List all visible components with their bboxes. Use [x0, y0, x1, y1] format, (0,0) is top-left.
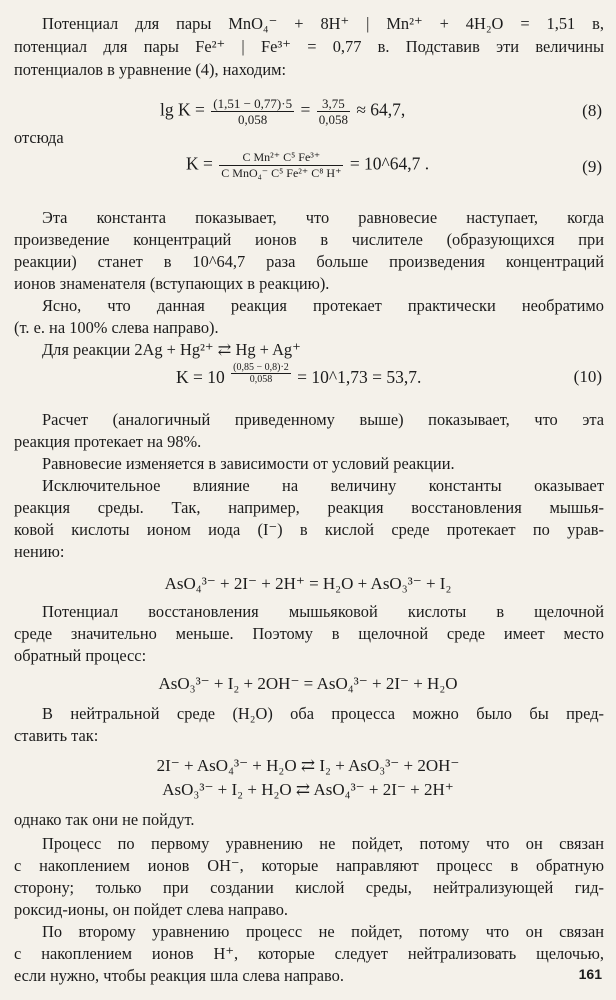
eq10-exponent-fraction: [231, 362, 291, 385]
equation-8-number: (8): [582, 101, 602, 120]
intro-line-1: Потенциал для пары MnO₄⁻ + 8H⁺ | Mn²⁺ + 4H₂O = 1,51 в,: [42, 14, 604, 33]
para6-line-1: Исключительное влияние на величину константы оказывает: [42, 476, 604, 495]
para11-line-2: с накоплением ионов H⁺, которые следует нейтрализовать щелочью,: [14, 944, 604, 963]
para7-line-2: среде значительно меньше. Поэтому в щелочной среде имеет место: [14, 624, 604, 643]
eq8-fraction-2: [317, 96, 350, 127]
para10-line-1: Процесс по первому уравнению не пойдет, потому что он связан: [42, 834, 604, 853]
para6-line-2: реакция среды. Так, например, реакция восстановления мышья-: [14, 498, 604, 517]
para6-line-4: нению:: [14, 542, 65, 561]
eq10-exponent-denominator: 0,058: [249, 374, 273, 385]
equation-10: [176, 362, 422, 388]
para8-line-1: В нейтральной среде (H₂O) оба процесса можно было бы пред-: [42, 704, 604, 723]
eq9-rhs: = 10^64,7 .: [349, 153, 430, 174]
para10-line-3: сторону; только при создании кислой среды, нейтрализующей гид-: [14, 878, 604, 897]
eq9-numerator: C Mn²⁺ C⁵ Fe³⁺: [219, 150, 343, 166]
eq10-exponent-numerator: (0,85 − 0,8)·2: [233, 362, 289, 373]
eq8-frac2-numerator: 3,75: [317, 96, 350, 112]
reaction-4: AsO₃³⁻ + I₂ + H₂O ⇄ AsO₄³⁻ + 2I⁻ + 2H⁺: [162, 780, 454, 799]
para10-line-4: роксид-ионы, он пойдет слева направо.: [14, 900, 289, 919]
equation-8: [160, 96, 405, 127]
reaction-3: 2I⁻ + AsO₄³⁻ + H₂O ⇄ I₂ + AsO₃³⁻ + 2OH⁻: [156, 756, 460, 775]
para5-line: Равновесие изменяется в зависимости от условий реакции.: [42, 454, 455, 473]
eq9-denominator: C MnO₄⁻ C⁵ Fe²⁺ C⁸ H⁺: [221, 166, 342, 180]
eq8-frac1-denominator: 0,058: [238, 112, 268, 127]
equation-9-number: (9): [582, 157, 602, 176]
page-number: 161: [578, 966, 602, 982]
eq8-equals: =: [300, 99, 311, 120]
eq8-frac2-denominator: 0,058: [318, 112, 348, 127]
otsyuda-text: отсюда: [14, 128, 64, 147]
eq8-lhs: lg K =: [160, 99, 205, 120]
reaction-1: AsO₄³⁻ + 2I⁻ + 2H⁺ = H₂O + AsO₃³⁻ + I₂: [164, 574, 452, 593]
para9-line: однако так они не пойдут.: [14, 810, 195, 829]
eq9-lhs: K =: [186, 153, 213, 174]
para2-line-1: Ясно, что данная реакция протекает практически необратимо: [42, 296, 604, 315]
para10-line-2: с накоплением ионов OH⁻, которые направляют процесс в обратную: [14, 856, 604, 875]
para6-line-3: ковой кислоты ионом иода (I⁻) в кислой среде протекает по урав-: [14, 520, 604, 539]
para3-line: Для реакции 2Ag + Hg²⁺ ⇄ Hg + Ag⁺: [42, 340, 301, 359]
para2-line-2: (т. е. на 100% слева направо).: [14, 318, 219, 337]
eq9-fraction: [219, 150, 343, 181]
eq8-frac1-numerator: (1,51 − 0,77)·5: [213, 96, 293, 111]
para7-line-3: обратный процесс:: [14, 646, 147, 665]
intro-line-3: потенциалов в уравнение (4), находим:: [14, 60, 287, 79]
para1-line-2: произведение концентраций ионов в числителе (образующихся при: [14, 230, 604, 249]
para1-line-1: Эта константа показывает, что равновесие наступает, когда: [42, 208, 604, 227]
eq8-rhs: ≈ 64,7,: [356, 99, 406, 120]
eq10-rhs: = 10^1,73 = 53,7.: [297, 367, 422, 387]
para11-line-3: если нужно, чтобы реакция шла слева направо.: [14, 966, 344, 985]
intro-line-2: потенциал для пары Fe²⁺ | Fe³⁺ = 0,77 в. Подставив эти величины: [14, 37, 604, 56]
para1-line-4: ионов знаменателя (вступающих в реакцию).: [14, 274, 330, 293]
equation-9: [186, 150, 429, 181]
para1-line-3: реакции) станет в 10^64,7 раза больше произведения концентраций: [14, 252, 604, 271]
eq8-fraction-1: [211, 96, 294, 127]
eq10-lhs: K = 10: [176, 367, 225, 387]
para4-line-1: Расчет (аналогичный приведенному выше) показывает, что эта: [42, 410, 604, 429]
para8-line-2: ставить так:: [14, 726, 99, 745]
equation-10-number: (10): [573, 367, 602, 386]
para11-line-1: По второму уравнению процесс не пойдет, потому что он связан: [42, 922, 604, 941]
reaction-2: AsO₃³⁻ + I₂ + 2OH⁻ = AsO₄³⁻ + 2I⁻ + H₂O: [158, 674, 458, 693]
para4-line-2: реакция протекает на 98%.: [14, 432, 202, 451]
para7-line-1: Потенциал восстановления мышьяковой кислоты в щелочной: [42, 602, 604, 621]
